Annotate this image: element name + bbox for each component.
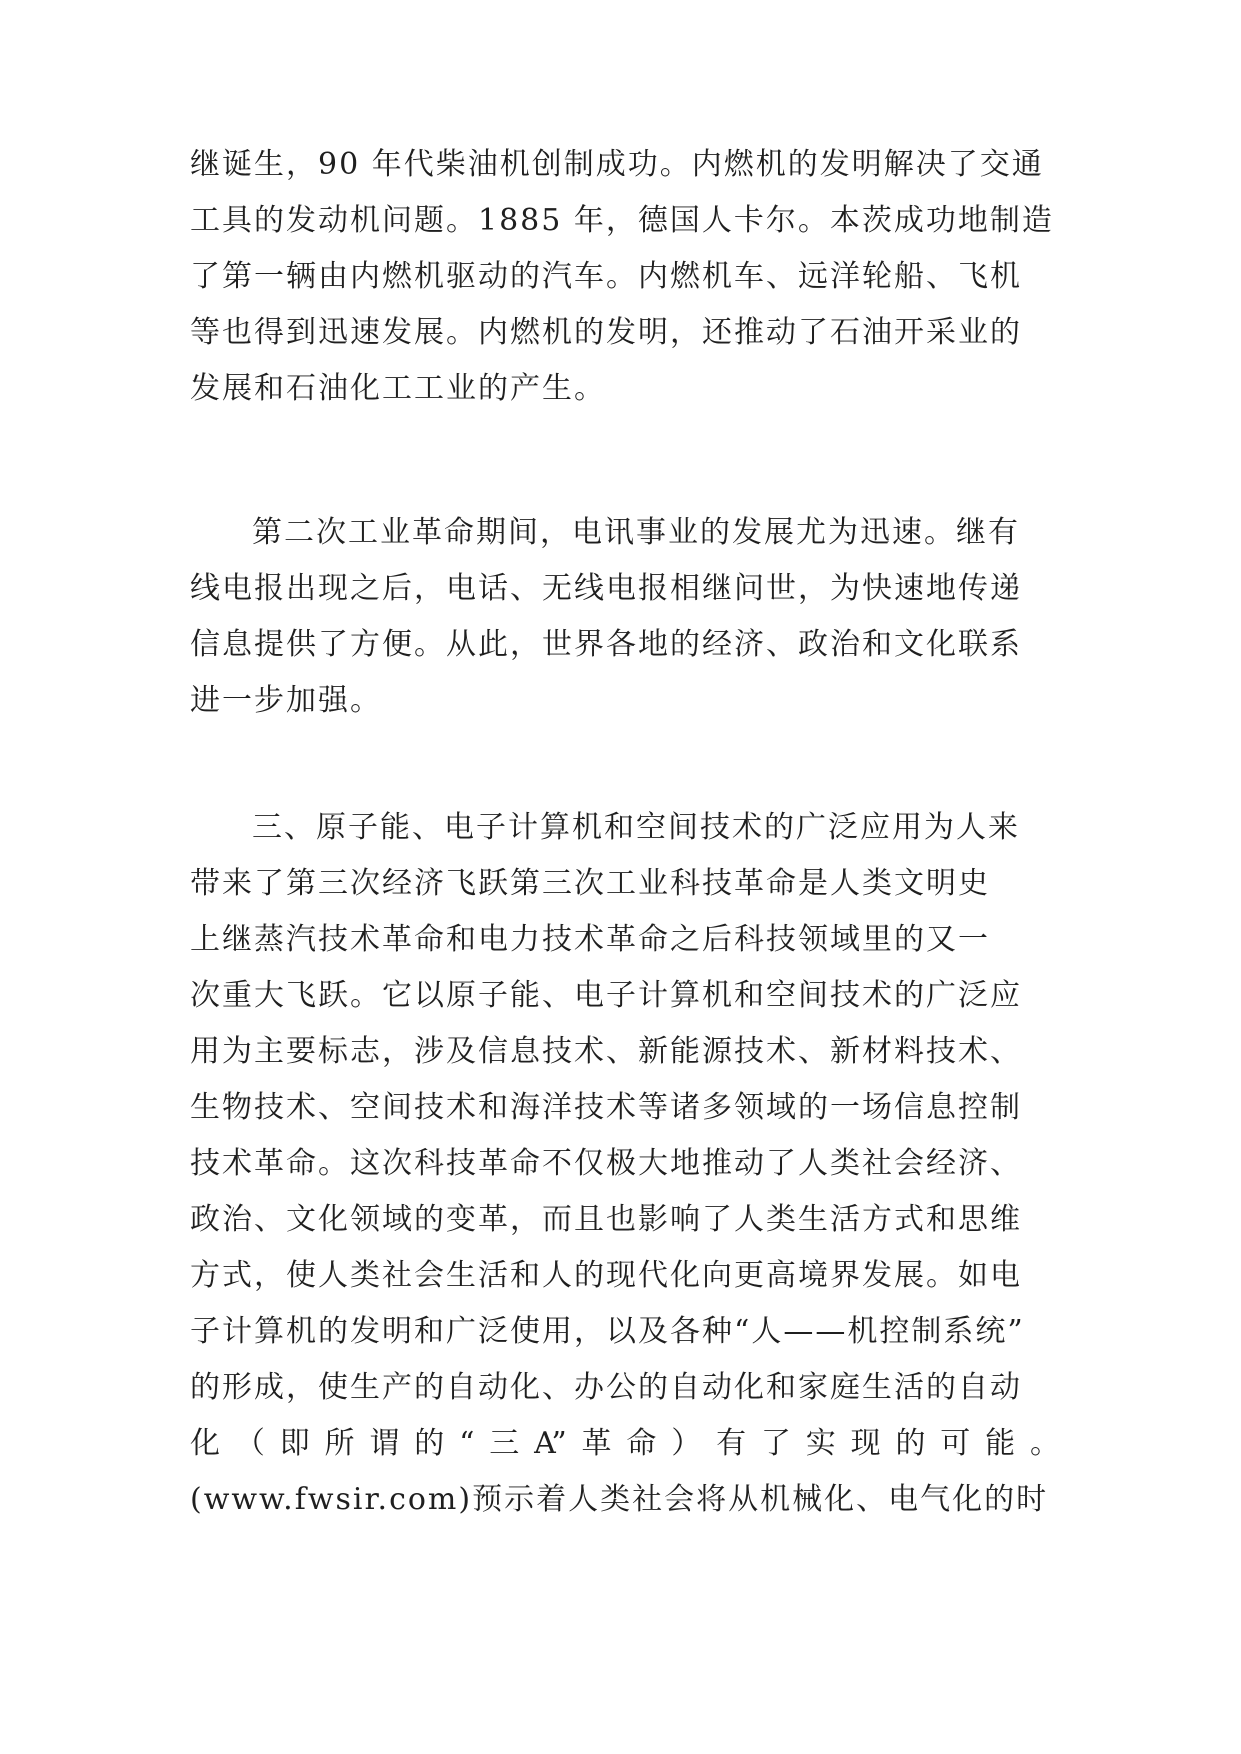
paragraph-3-line-9: 方式，使人类社会生活和人的现代化向更高境界发展。如电	[190, 1258, 1022, 1293]
paragraph-1-line-4: 等也得到迅速发展。内燃机的发明，还推动了石油开采业的	[190, 315, 1022, 350]
paragraph-2-line-4: 进一步加强。	[190, 683, 382, 718]
paragraph-1-line-2: 工具的发动机问题。1885 年，德国人卡尔。本茨成功地制造	[190, 203, 1054, 238]
paragraph-1-line-5: 发展和石油化工工业的产生。	[190, 371, 606, 406]
paragraph-3-line-8: 政治、文化领域的变革，而且也影响了人类生活方式和思维	[190, 1202, 1022, 1237]
paragraph-3-line-4: 次重大飞跃。它以原子能、电子计算机和空间技术的广泛应	[190, 978, 1022, 1013]
paragraph-3-line-13: (www.fwsir.com)预示着人类社会将从机械化、电气化的时	[190, 1482, 1049, 1517]
paragraph-3-line-2: 带来了第三次经济飞跃第三次工业科技革命是人类文明史	[190, 866, 990, 901]
paragraph-3-line-10: 子计算机的发明和广泛使用，以及各种“人——机控制系统”	[190, 1314, 1025, 1349]
paragraph-2-line-3: 信息提供了方便。从此，世界各地的经济、政治和文化联系	[190, 627, 1022, 662]
paragraph-1-line-1: 继诞生，90 年代柴油机创制成功。内燃机的发明解决了交通	[190, 147, 1044, 182]
paragraph-2-line-1: 第二次工业革命期间，电讯事业的发展尤为迅速。继有	[252, 515, 1020, 550]
paragraph-3-line-7: 技术革命。这次科技革命不仅极大地推动了人类社会经济、	[190, 1146, 1022, 1181]
paragraph-3-line-5: 用为主要标志，涉及信息技术、新能源技术、新材料技术、	[190, 1034, 1022, 1069]
paragraph-3-line-11: 的形成，使生产的自动化、办公的自动化和家庭生活的自动	[190, 1370, 1022, 1405]
paragraph-3-line-6: 生物技术、空间技术和海洋技术等诸多领域的一场信息控制	[190, 1090, 1022, 1125]
paragraph-1-line-3: 了第一辆由内燃机驱动的汽车。内燃机车、远洋轮船、飞机	[190, 259, 1022, 294]
paragraph-3-line-12: 化（即所谓的“三A”革命）有了实现的可能。	[190, 1426, 1060, 1461]
paragraph-3-line-1: 三、原子能、电子计算机和空间技术的广泛应用为人来	[252, 810, 1020, 845]
paragraph-2-line-2: 线电报出现之后，电话、无线电报相继问世，为快速地传递	[190, 571, 1022, 606]
paragraph-3-line-3: 上继蒸汽技术革命和电力技术革命之后科技领域里的又一	[190, 922, 990, 957]
